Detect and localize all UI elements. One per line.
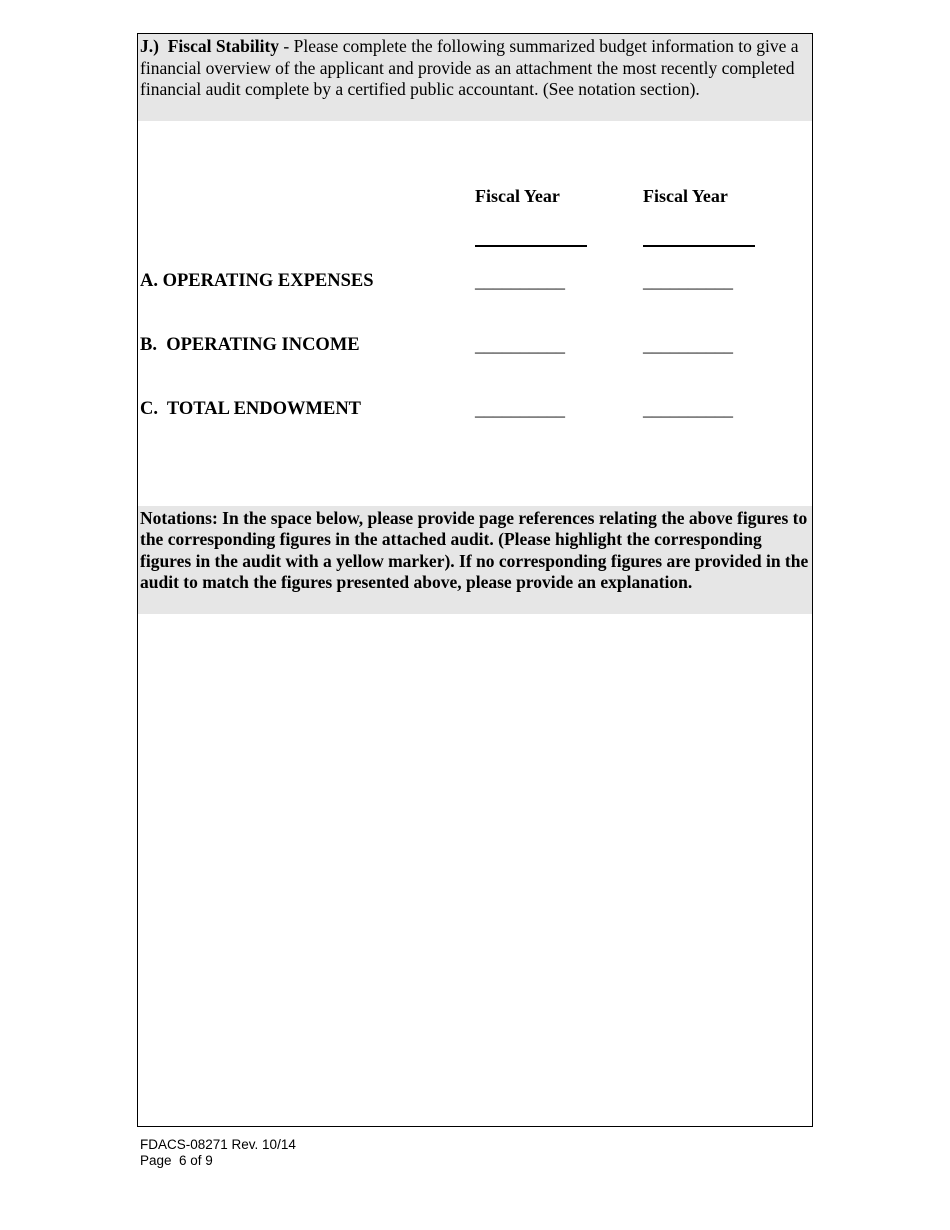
notations-response-area[interactable] — [138, 614, 812, 1126]
row-label-operating-income: B. OPERATING INCOME — [140, 335, 360, 355]
section-title: Fiscal Stability — [167, 36, 280, 56]
section-letter: J.) — [140, 36, 159, 56]
row-label-operating-expenses: A. OPERATING EXPENSES — [140, 271, 374, 291]
operating-income-year2-field[interactable]: __________ — [643, 335, 733, 355]
page-number: Page 6 of 9 — [140, 1153, 213, 1168]
section-header — [138, 34, 812, 121]
form-frame — [137, 33, 813, 1127]
column-header-fiscal-year-1: Fiscal Year — [475, 186, 560, 206]
column-header-fiscal-year-2: Fiscal Year — [643, 186, 728, 206]
fiscal-year-1-input-line[interactable] — [475, 245, 587, 247]
operating-expenses-year2-field[interactable]: __________ — [643, 271, 733, 291]
total-endowment-year2-field[interactable]: __________ — [643, 399, 733, 419]
total-endowment-year1-field[interactable]: __________ — [475, 399, 565, 419]
form-id: FDACS-08271 Rev. 10/14 — [140, 1137, 296, 1152]
operating-income-year1-field[interactable]: __________ — [475, 335, 565, 355]
page-footer — [140, 1137, 296, 1169]
section-description: - Please complete the following summarized budget information to give a financial overview of the applicant and provide as an attachment the most recently completed financial audit complete by a certified public accountant. (See notation section). — [140, 36, 799, 99]
notations-instructions: Notations: In the space below, please provide page references relating the above figures to the corresponding figures in the attached audit. (Please highlight the corresponding figures in the audit with a yellow marker). If no corresponding figures are provided in the audit to match the figures presented above, please provide an explanation. — [138, 506, 812, 614]
fiscal-year-2-input-line[interactable] — [643, 245, 755, 247]
operating-expenses-year1-field[interactable]: __________ — [475, 271, 565, 291]
row-label-total-endowment: C. TOTAL ENDOWMENT — [140, 399, 362, 419]
